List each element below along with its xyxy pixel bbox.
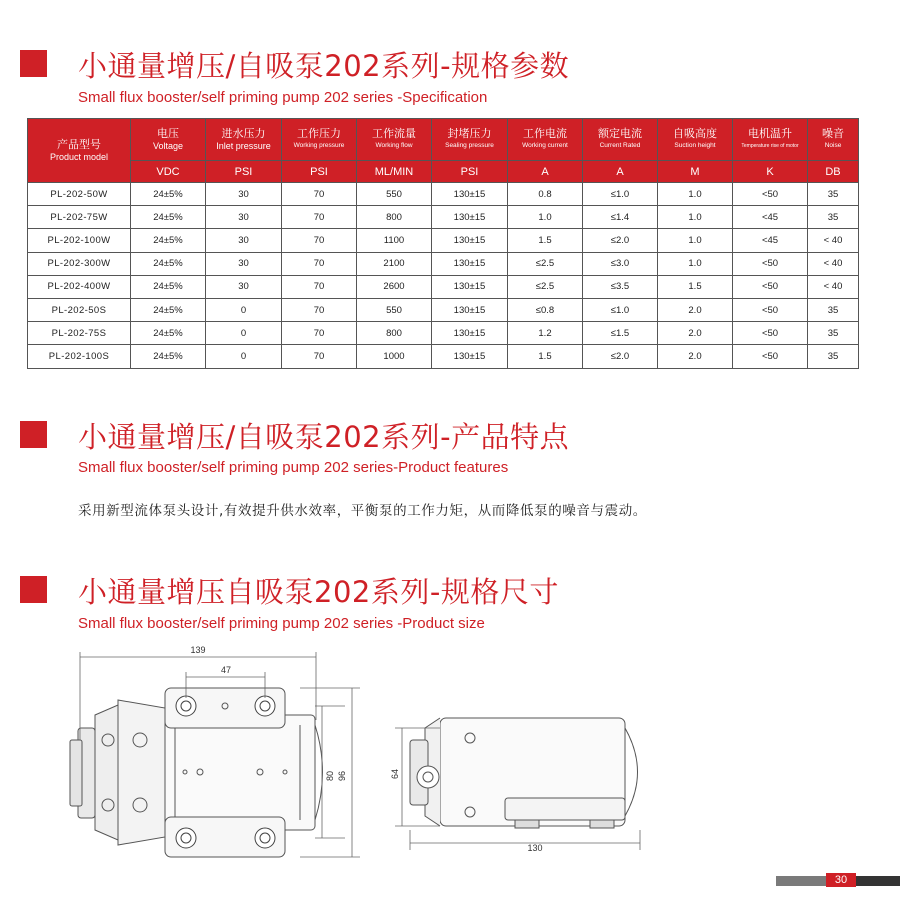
table-cell: < 40 — [808, 275, 859, 298]
table-cell: ≤2.0 — [583, 345, 658, 368]
dim-label-139: 139 — [190, 645, 206, 655]
header-zh: 电压 — [157, 127, 179, 140]
unit-cell: PSI — [282, 161, 357, 183]
table-cell: 24±5% — [131, 322, 206, 345]
table-row — [28, 345, 859, 368]
dim-label-47: 47 — [220, 665, 232, 675]
table-cell: 35 — [808, 298, 859, 321]
table-unit-row — [28, 161, 859, 183]
table-cell: 1.0 — [658, 183, 733, 206]
table-cell: 1.5 — [658, 275, 733, 298]
table-cell: 35 — [808, 345, 859, 368]
table-cell: <45 — [733, 206, 808, 229]
header-zh: 噪音 — [822, 127, 844, 140]
table-cell: 70 — [282, 229, 357, 252]
table-cell: ≤1.4 — [583, 206, 658, 229]
features-description: 采用新型流体泵头设计,有效提升供水效率，平衡泵的工作力矩，从而降低泵的噪音与震动。 — [78, 503, 647, 519]
table-cell: 2100 — [357, 252, 432, 275]
header-zh: 封堵压力 — [447, 127, 492, 140]
footer-bar-dark — [856, 876, 900, 886]
dim-label-64: 64 — [390, 768, 400, 780]
col-header — [733, 119, 808, 161]
header-en: Working pressure — [293, 142, 345, 149]
table-header-row — [28, 119, 859, 161]
table-cell: 130±15 — [432, 229, 508, 252]
header-en: Working flow — [375, 142, 413, 149]
table-cell: <45 — [733, 229, 808, 252]
table-row — [28, 229, 859, 252]
table-cell: 2.0 — [658, 345, 733, 368]
table-cell: 1.5 — [508, 229, 583, 252]
table-cell: 800 — [357, 322, 432, 345]
table-cell: 130±15 — [432, 252, 508, 275]
table-body — [28, 183, 859, 369]
section-marker — [20, 576, 47, 603]
col-header — [206, 119, 282, 161]
table-row — [28, 183, 859, 206]
table-cell: 1.2 — [508, 322, 583, 345]
table-cell: 70 — [282, 275, 357, 298]
unit-cell: DB — [808, 161, 859, 183]
table-cell: 2.0 — [658, 298, 733, 321]
table-cell: 24±5% — [131, 206, 206, 229]
dim-label-130: 130 — [527, 843, 543, 853]
table-cell: 130±15 — [432, 275, 508, 298]
unit-cell: K — [733, 161, 808, 183]
top-view-pump — [70, 688, 323, 857]
footer-bar-grey — [776, 876, 826, 886]
table-cell: <50 — [733, 322, 808, 345]
table-cell: ≤3.5 — [583, 275, 658, 298]
table-cell: 550 — [357, 183, 432, 206]
table-cell: < 40 — [808, 229, 859, 252]
header-zh: 工作压力 — [297, 127, 341, 140]
table-cell: <50 — [733, 252, 808, 275]
features-title-en: Small flux booster/self priming pump 202 series-Product features — [78, 459, 509, 476]
size-title-en: Small flux booster/self priming pump 202 series -Product size — [78, 615, 485, 632]
table-cell: 800 — [357, 206, 432, 229]
table-cell: 35 — [808, 322, 859, 345]
unit-cell: ML/MIN — [357, 161, 432, 183]
table-cell: ≤1.0 — [583, 183, 658, 206]
table-cell: 30 — [206, 183, 282, 206]
dimension-drawing — [0, 640, 900, 870]
dim-label-80: 80 — [325, 770, 335, 782]
table-cell: 24±5% — [131, 229, 206, 252]
table-row — [28, 298, 859, 321]
model-cell: PL-202-75W — [28, 206, 131, 229]
size-title-zh: 小通量增压自吸泵202系列-规格尺寸 — [78, 575, 559, 609]
table-cell: 70 — [282, 322, 357, 345]
header-zh: 产品型号 — [57, 138, 101, 151]
table-cell: 1.0 — [658, 252, 733, 275]
header-en: Inlet pressure — [216, 141, 271, 151]
table-cell: ≤1.5 — [583, 322, 658, 345]
col-header — [583, 119, 658, 161]
model-cell: PL-202-100S — [28, 345, 131, 368]
table-cell: 70 — [282, 183, 357, 206]
table-cell: 1.0 — [508, 206, 583, 229]
table-cell: 24±5% — [131, 298, 206, 321]
table-cell: 2.0 — [658, 322, 733, 345]
table-cell: 24±5% — [131, 345, 206, 368]
table-row — [28, 322, 859, 345]
unit-cell: PSI — [206, 161, 282, 183]
unit-cell: PSI — [432, 161, 508, 183]
dim-label-96: 96 — [337, 770, 347, 782]
header-en: Temperature rise of motor — [741, 143, 799, 149]
table-cell: 35 — [808, 206, 859, 229]
table-cell: 30 — [206, 275, 282, 298]
table-cell: 130±15 — [432, 206, 508, 229]
header-zh: 进水压力 — [221, 127, 266, 140]
table-cell: 30 — [206, 252, 282, 275]
table-cell: < 40 — [808, 252, 859, 275]
table-cell: 24±5% — [131, 275, 206, 298]
unit-cell: A — [508, 161, 583, 183]
model-cell: PL-202-400W — [28, 275, 131, 298]
table-cell: <50 — [733, 298, 808, 321]
table-cell: 1.5 — [508, 345, 583, 368]
table-row — [28, 206, 859, 229]
table-cell: ≤0.8 — [508, 298, 583, 321]
table-cell: 70 — [282, 206, 357, 229]
unit-cell: A — [583, 161, 658, 183]
header-zh: 自吸高度 — [673, 127, 717, 140]
col-header — [131, 119, 206, 161]
table-cell: 35 — [808, 183, 859, 206]
table-cell: 2600 — [357, 275, 432, 298]
table-cell: ≤3.0 — [583, 252, 658, 275]
table-cell: 70 — [282, 298, 357, 321]
header-zh: 工作电流 — [523, 127, 567, 140]
table-cell: ≤2.5 — [508, 252, 583, 275]
table-cell: 0 — [206, 322, 282, 345]
header-en: Suction height — [674, 142, 716, 149]
features-title-zh: 小通量增压/自吸泵202系列-产品特点 — [78, 420, 570, 454]
header-zh: 电机温升 — [748, 127, 792, 140]
table-cell: 30 — [206, 229, 282, 252]
section-marker — [20, 50, 47, 77]
model-cell: PL-202-75S — [28, 322, 131, 345]
header-en: Sealing pressure — [445, 142, 494, 149]
unit-cell: VDC — [131, 161, 206, 183]
header-zh: 额定电流 — [598, 127, 642, 140]
side-view-pump — [410, 718, 638, 828]
model-cell: PL-202-100W — [28, 229, 131, 252]
table-cell: 1000 — [357, 345, 432, 368]
table-cell: 0 — [206, 298, 282, 321]
col-header — [282, 119, 357, 161]
header-en: Current Rated — [599, 142, 641, 149]
table-cell: <50 — [733, 183, 808, 206]
table-cell: 70 — [282, 252, 357, 275]
header-en: Product model — [49, 152, 109, 162]
model-cell: PL-202-50S — [28, 298, 131, 321]
table-cell: 550 — [357, 298, 432, 321]
col-header — [808, 119, 859, 161]
table-cell: 24±5% — [131, 183, 206, 206]
header-zh: 工作流量 — [372, 127, 416, 140]
table-cell: 130±15 — [432, 345, 508, 368]
table-cell: 24±5% — [131, 252, 206, 275]
col-header-model — [28, 119, 131, 183]
col-header — [658, 119, 733, 161]
col-header — [357, 119, 432, 161]
section-marker — [20, 421, 47, 448]
table-row — [28, 275, 859, 298]
header-en: Voltage — [152, 141, 184, 151]
table-cell: <50 — [733, 275, 808, 298]
spec-title-zh: 小通量增压/自吸泵202系列-规格参数 — [78, 49, 570, 83]
spec-title-en: Small flux booster/self priming pump 202 series -Specification — [78, 89, 488, 106]
table-cell: 1.0 — [658, 229, 733, 252]
table-cell: <50 — [733, 345, 808, 368]
table-cell: 0 — [206, 345, 282, 368]
model-cell: PL-202-300W — [28, 252, 131, 275]
table-cell: ≤2.5 — [508, 275, 583, 298]
col-header — [508, 119, 583, 161]
table-cell: 130±15 — [432, 183, 508, 206]
unit-cell: M — [658, 161, 733, 183]
table-cell: 130±15 — [432, 322, 508, 345]
table-cell: 30 — [206, 206, 282, 229]
header-en: Noise — [824, 142, 842, 149]
table-cell: ≤1.0 — [583, 298, 658, 321]
table-cell: 1100 — [357, 229, 432, 252]
model-cell: PL-202-50W — [28, 183, 131, 206]
table-row — [28, 252, 859, 275]
spec-table — [27, 118, 859, 369]
col-header — [432, 119, 508, 161]
table-cell: 70 — [282, 345, 357, 368]
header-en: Working current — [522, 142, 568, 149]
page-number: 30 — [826, 873, 856, 887]
table-cell: 0.8 — [508, 183, 583, 206]
table-cell: 1.0 — [658, 206, 733, 229]
table-cell: 130±15 — [432, 298, 508, 321]
table-cell: ≤2.0 — [583, 229, 658, 252]
